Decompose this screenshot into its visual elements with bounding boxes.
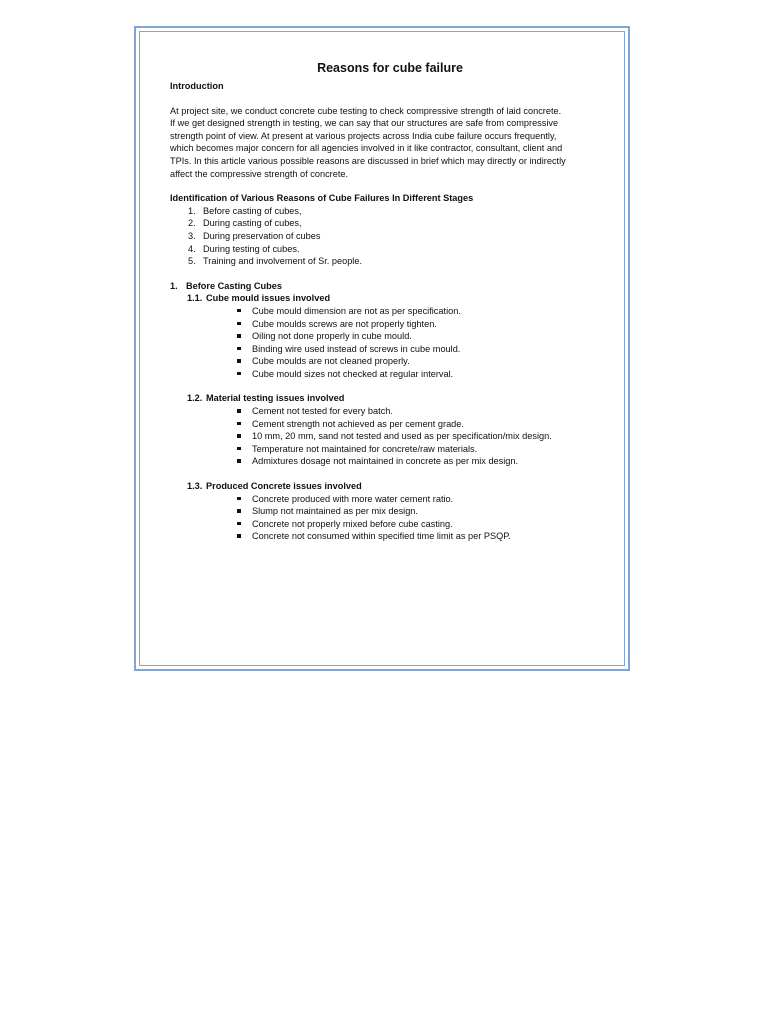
intro-heading: Introduction [170, 81, 224, 91]
list-item [170, 217, 610, 230]
square-bullet-icon [237, 522, 241, 526]
list-item [170, 355, 610, 368]
list-item [170, 230, 610, 243]
list-number: 2. [188, 218, 196, 229]
list-number: 3. [188, 230, 196, 241]
intro-line: which becomes major concern for all agencies involved in it like contractor, consultant, client and [170, 143, 563, 154]
square-bullet-icon [237, 359, 241, 363]
list-text: Cube moulds screws are not properly tighten. [252, 318, 437, 329]
list-item [170, 405, 610, 418]
intro-line: At project site, we conduct concrete cube testing to check compressive strength of laid concrete. [170, 105, 562, 116]
list-number: 1. [188, 205, 196, 216]
list-item [170, 455, 610, 468]
list-text: Oiling not done properly in cube mould. [252, 331, 412, 342]
list-item [170, 318, 610, 331]
list-text: Slump not maintained as per mix design. [252, 506, 418, 517]
list-text: During testing of cubes. [203, 243, 300, 254]
list-number: 4. [188, 243, 196, 254]
subsection-number: 1.1. [187, 293, 203, 304]
list-item [170, 418, 610, 431]
section-number: 1. [170, 280, 178, 291]
subsection-title-text: Produced Concrete issues involved [206, 481, 362, 492]
list-number: 5. [188, 256, 196, 267]
list-item [170, 305, 610, 318]
intro-paragraph [170, 105, 610, 181]
list-item [170, 493, 610, 506]
intro-line: If we get designed strength in testing, we can say that our structures are safe from compressive [170, 118, 559, 129]
list-text: Concrete produced with more water cement ratio. [252, 493, 454, 504]
bullet-list [170, 405, 610, 468]
section-title-text: Before Casting Cubes [186, 280, 282, 291]
list-text: During casting of cubes, [203, 218, 302, 229]
subsection-title-text: Cube mould issues involved [206, 293, 331, 304]
square-bullet-icon [237, 497, 241, 501]
subsection-number: 1.3. [187, 481, 203, 492]
subsection-heading [187, 292, 610, 305]
list-text: Cube moulds are not cleaned properly. [252, 356, 410, 367]
bullet-list [170, 493, 610, 543]
identification-heading: Identification of Various Reasons of Cube Failures In Different Stages [170, 193, 474, 204]
spacer [170, 380, 610, 392]
list-item [170, 368, 610, 381]
square-bullet-icon [237, 309, 241, 313]
document-content [170, 60, 610, 543]
list-text: Binding wire used instead of screws in cube mould. [252, 343, 461, 354]
list-item [170, 518, 610, 531]
subsection-title-text: Material testing issues involved [206, 393, 345, 404]
square-bullet-icon [237, 422, 241, 426]
square-bullet-icon [237, 334, 241, 338]
subsection-heading [187, 392, 610, 405]
list-text: 10 mm, 20 mm, sand not tested and used as per specification/mix design. [252, 431, 552, 442]
square-bullet-icon [237, 459, 241, 463]
square-bullet-icon [237, 509, 241, 513]
list-item [170, 343, 610, 356]
list-item [170, 530, 610, 543]
list-item [170, 505, 610, 518]
list-text: Cement not tested for every batch. [252, 406, 393, 417]
list-text: Training and involvement of Sr. people. [203, 256, 363, 267]
list-item [170, 205, 610, 218]
subsection-number: 1.2. [187, 393, 203, 404]
intro-line: TPIs. In this article various possible reasons are discussed in brief which may directly or indirectly [170, 155, 566, 166]
list-item [170, 443, 610, 456]
square-bullet-icon [237, 447, 241, 451]
list-item [170, 255, 610, 268]
square-bullet-icon [237, 372, 241, 376]
square-bullet-icon [237, 534, 241, 538]
square-bullet-icon [237, 434, 241, 438]
stage-list [170, 205, 610, 268]
square-bullet-icon [237, 322, 241, 326]
list-text: During preservation of cubes [203, 230, 321, 241]
document-title: Reasons for cube failure [317, 61, 463, 75]
list-text: Before casting of cubes, [203, 205, 302, 216]
intro-line: strength point of view. At present at various projects across India cube failure occurs frequently, [170, 130, 557, 141]
section-heading [170, 280, 610, 293]
list-text: Admixtures dosage not maintained in concrete as per mix design. [252, 456, 519, 467]
list-item [170, 330, 610, 343]
intro-line: affect the compressive strength of concrete. [170, 168, 349, 179]
list-text: Cement strength not achieved as per cement grade. [252, 418, 464, 429]
square-bullet-icon [237, 347, 241, 351]
bullet-list [170, 305, 610, 381]
list-text: Cube mould dimension are not as per specification. [252, 305, 461, 316]
list-text: Concrete not consumed within specified time limit as per PSQP. [252, 531, 511, 542]
square-bullet-icon [237, 409, 241, 413]
subsection-heading [187, 480, 610, 493]
list-text: Concrete not properly mixed before cube casting. [252, 518, 453, 529]
list-item [170, 430, 610, 443]
list-item [170, 243, 610, 256]
spacer [170, 468, 610, 480]
list-text: Temperature not maintained for concrete/raw materials. [252, 443, 478, 454]
list-text: Cube mould sizes not checked at regular interval. [252, 368, 454, 379]
